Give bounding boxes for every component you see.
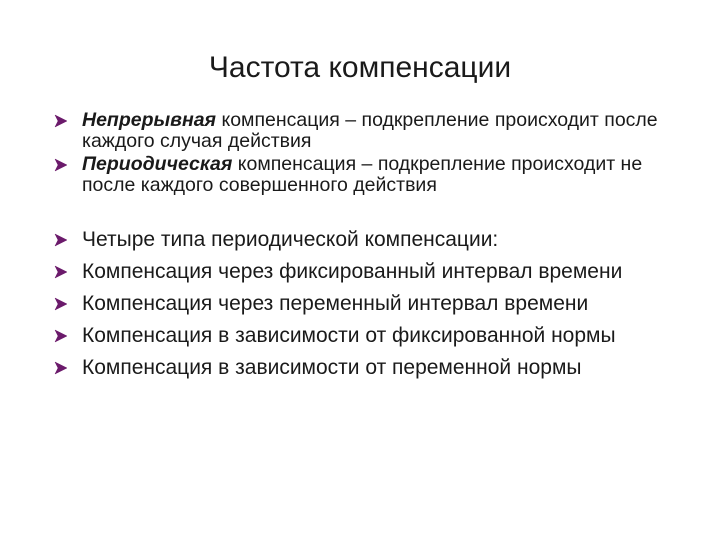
slide-title: Частота компенсации — [208, 51, 512, 84]
arrowhead-bullet-icon — [54, 297, 68, 311]
type-text: Компенсация через фиксированный интервал времени — [82, 260, 623, 283]
type-text: Компенсация в зависимости от фиксированной нормы — [82, 324, 616, 347]
definition-term: Непрерывная — [82, 109, 217, 131]
arrowhead-bullet-icon — [54, 329, 68, 343]
types-heading: Четыре типа периодической компенсации: — [82, 228, 499, 251]
type-item-fixed-ratio — [52, 320, 692, 352]
types-list — [52, 224, 692, 384]
definition-item-continuous — [52, 110, 692, 152]
definition-text: компенсация – подкрепление происходит не после каждого совершенного действия — [82, 153, 643, 196]
arrowhead-bullet-icon — [54, 114, 68, 128]
definition-item-periodic — [52, 154, 692, 196]
definition-text: компенсация – подкрепление происходит после каждого случая действия — [82, 109, 658, 152]
slide-content — [52, 110, 692, 384]
type-text: Компенсация через переменный интервал времени — [82, 292, 589, 315]
type-item-variable-interval — [52, 288, 692, 320]
definitions-list — [52, 110, 692, 196]
type-text: Компенсация в зависимости от переменной нормы — [82, 356, 582, 379]
arrowhead-bullet-icon — [54, 233, 68, 247]
type-item-variable-ratio — [52, 352, 692, 384]
types-heading-item — [52, 224, 692, 256]
arrowhead-bullet-icon — [54, 361, 68, 375]
arrowhead-bullet-icon — [54, 158, 68, 172]
definition-term: Периодическая — [82, 153, 233, 175]
arrowhead-bullet-icon — [54, 265, 68, 279]
type-item-fixed-interval — [52, 256, 692, 288]
